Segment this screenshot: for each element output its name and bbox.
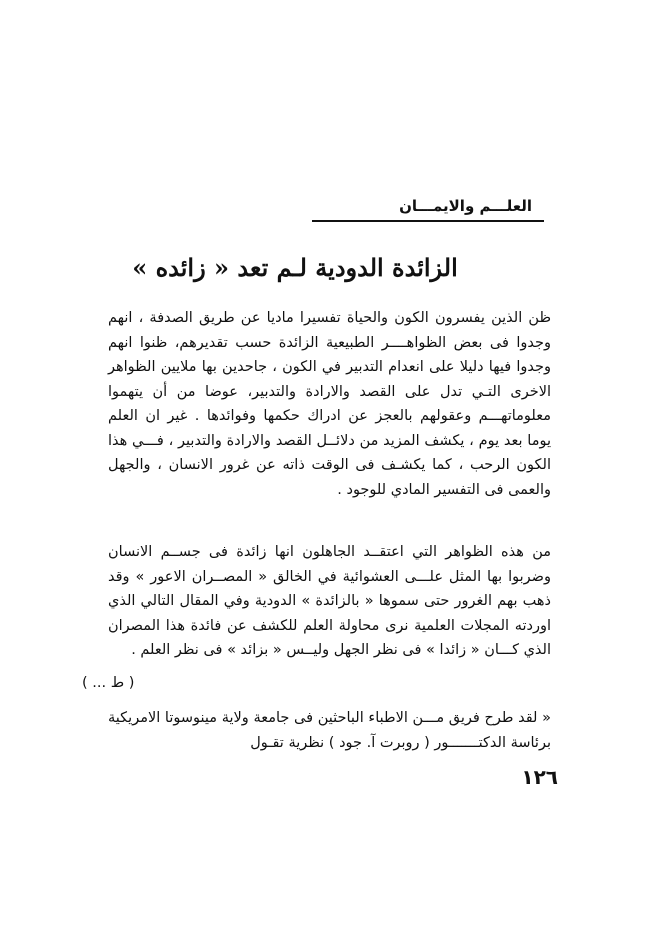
paragraph-1 [108,306,551,502]
page-number: ١٢٦ [521,765,558,789]
paragraph-2 [108,540,551,663]
quote-paragraph [108,706,551,755]
paragraph-text: ظن الذين يفسرون الكون والحياة تفسيرا ماديا عن طريق الصدفة ، انهم وجدوا فى بعض الظواهــــر الطبيعية الزائدة حسب تقديرهم، ظنوا انهم وجدوا فيها دليلا على انعدام التدبير في الكون ، جاحدين بها ملايين الظواهر الاخرى التـي تدل على القصد والارادة والتدبير، عوضا من أن يتهموا معلوماتهـــم وعقولهم بالعجز عن ادراك حكمها وفوائدها . غير ان العلم يوما بعد يوم ، يكشف المزيد من دلائــل القصد والارادة والتدبير ، فـــي هذا الكون الرحب ، كما يكشـف فى الوقت ذاته عن غرور الانسان ، والجهل والعمى فى التفسير المادي للوجود . [108,310,551,498]
quote-text: « لقد طرح فريق مـــن الاطباء الباحثين فى جامعة ولاية مينوسوتا الامريكية برئاسة الدكتـــــــور ( روبرت آ. جود ) نظرية تقـول [108,710,551,751]
article-title: الزائدة الدودية لـم تعد « زائده » [132,253,458,282]
paragraph-text: من هذه الظواهر التي اعتقــد الجاهلون انها زائدة فى جســم الانسان وضربوا بها المثل علـــى العشوائية في الخالق « المصــران الاعور » وقد ذهب بهم الغرور حتى سموها « بالزائدة » الدودية وفي المقال التالي الذي اوردته المجلات العلمية نرى محاولة العلم للكشف عن فائدة هذا المصران الذي كـــان « زائدا » فى نظر الجهل وليــس « بزائد » فى نظر العلم . [108,544,551,658]
header-divider [312,220,544,222]
running-header: العلـــم والايمـــان [399,197,532,215]
author-signoff: ( ط ... ) [82,675,135,691]
